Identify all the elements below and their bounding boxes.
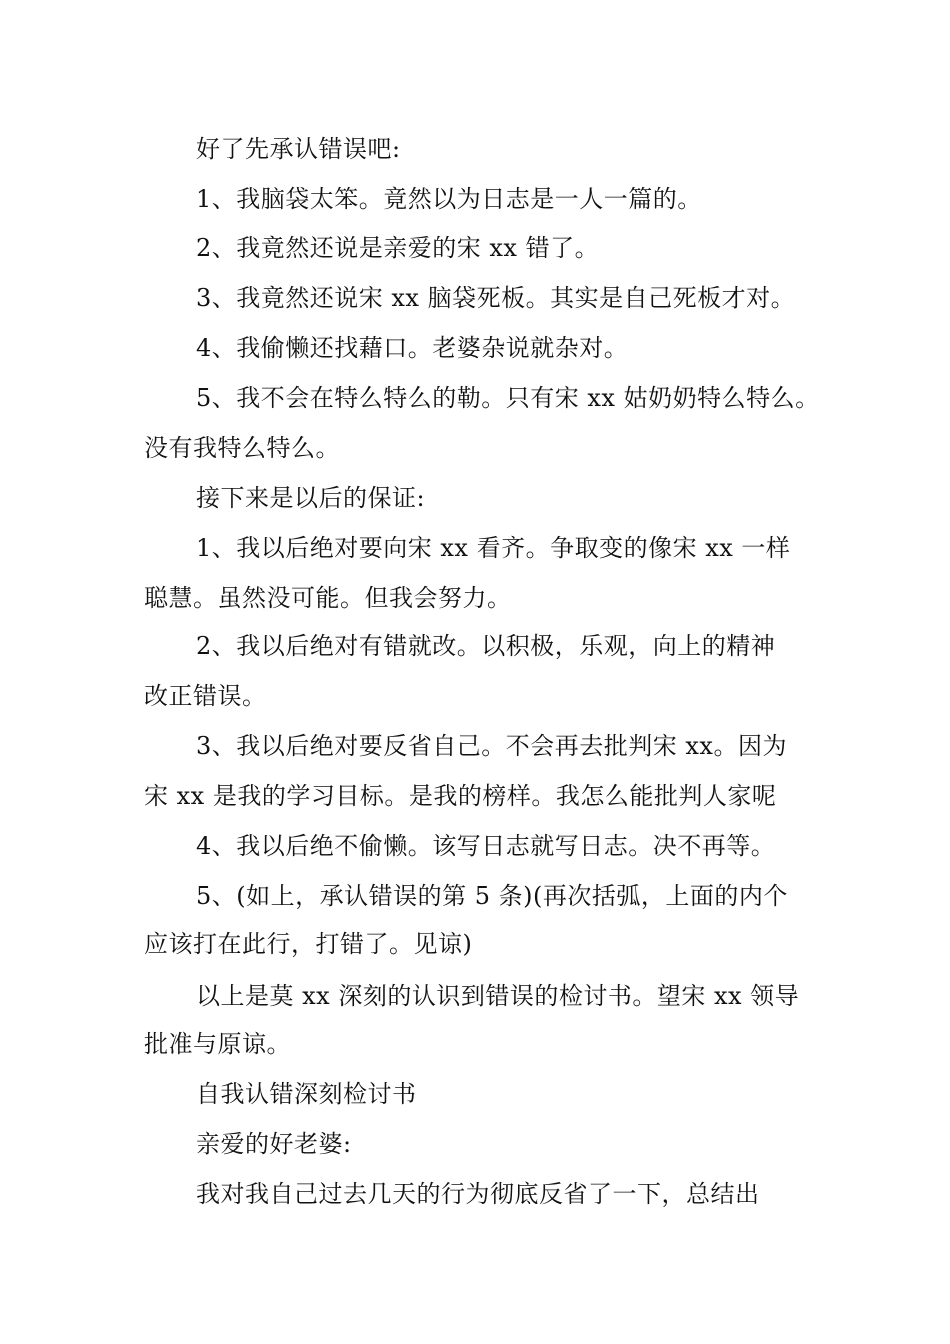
text-line: 3、我竟然还说宋 xx 脑袋死板。其实是自己死板才对。	[196, 284, 796, 312]
text-line: 批准与原谅。	[144, 1030, 291, 1058]
text-line: 好了先承认错误吧:	[196, 135, 401, 163]
text-line: 我对我自己过去几天的行为彻底反省了一下，总结出	[196, 1180, 760, 1208]
text-line: 5、(如上，承认错误的第 5 条)(再次括弧，上面的内个	[196, 882, 788, 910]
text-line: 以上是莫 xx 深刻的认识到错误的检讨书。望宋 xx 领导	[196, 982, 800, 1010]
text-line: 4、我偷懒还找藉口。老婆杂说就杂对。	[196, 334, 629, 362]
text-line: 5、我不会在特么特么的勒。只有宋 xx 姑奶奶特么特么。	[196, 384, 820, 412]
text-line: 3、我以后绝对要反省自己。不会再去批判宋 xx。因为	[196, 732, 787, 760]
text-line: 宋 xx 是我的学习目标。是我的榜样。我怎么能批判人家呢	[144, 782, 777, 810]
text-line: 应该打在此行，打错了。见谅)	[144, 930, 473, 958]
text-line: 改正错误。	[144, 682, 267, 710]
text-line: 2、我竟然还说是亲爱的宋 xx 错了。	[196, 234, 600, 262]
section-heading: 自我认错深刻检讨书	[196, 1080, 417, 1108]
text-line: 1、我以后绝对要向宋 xx 看齐。争取变的像宋 xx 一样	[196, 534, 791, 562]
text-line: 4、我以后绝不偷懒。该写日志就写日志。决不再等。	[196, 832, 776, 860]
text-line: 聪慧。虽然没可能。但我会努力。	[144, 584, 512, 612]
text-line: 2、我以后绝对有错就改。以积极，乐观，向上的精神	[196, 632, 776, 660]
text-line: 1、我脑袋太笨。竟然以为日志是一人一篇的。	[196, 185, 702, 213]
text-line: 没有我特么特么。	[144, 434, 340, 462]
salutation: 亲爱的好老婆:	[196, 1130, 352, 1158]
text-line: 接下来是以后的保证:	[196, 484, 426, 512]
